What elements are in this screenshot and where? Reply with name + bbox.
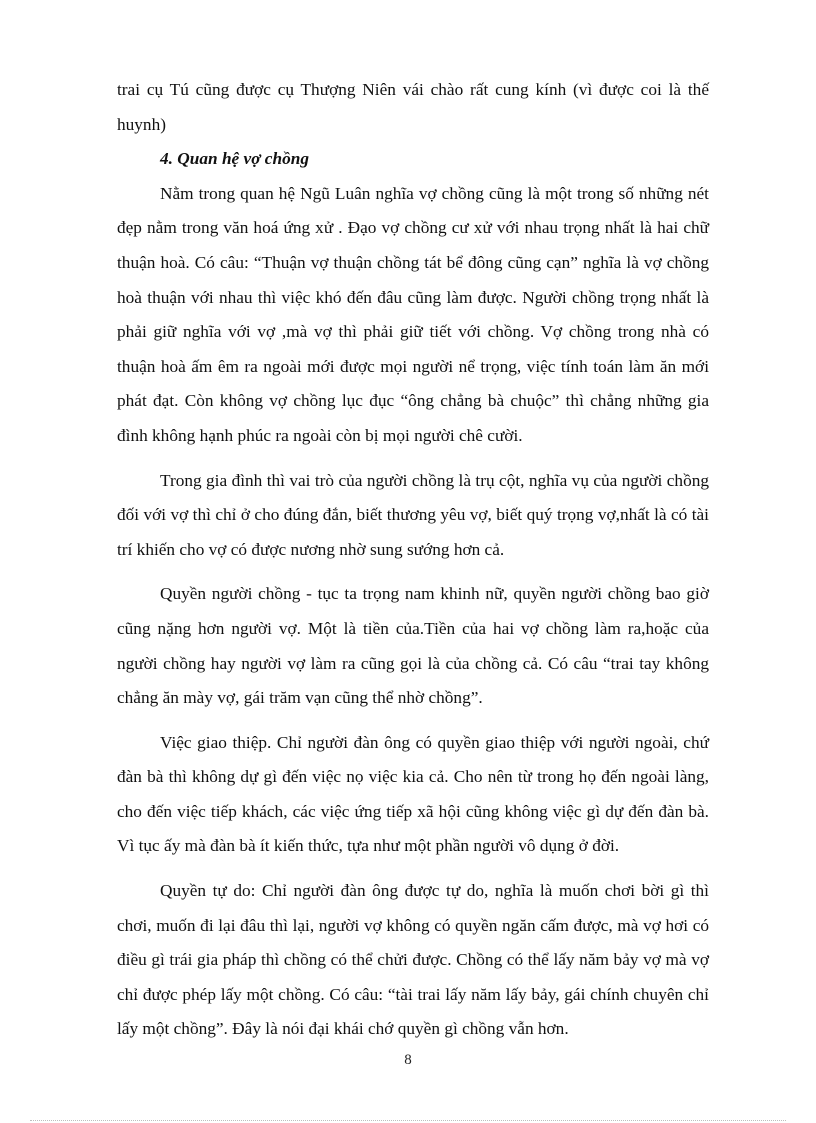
body-text — [117, 73, 709, 1047]
section-heading: 4. Quan hệ vợ chồng — [160, 149, 309, 169]
paragraph-5: Quyền tự do: Chỉ người đàn ông được tự do, nghĩa là muốn chơi bời gì thì chơi, muốn đi lại đâu thì lại, người vợ không có quyền ngăn cấm được, mà vợ hơi có điều gì trái gia pháp thì chồng có thể chửi được. Chồng có thể lấy năm bảy vợ mà vợ chỉ được phép lấy một chồng. Có câu: “tài trai lấy năm lấy bảy, gái chính chuyên chỉ lấy một chồng”. Đây là nói đại khái chớ quyền gì chồng vẫn hơn. — [117, 881, 709, 1039]
continuation-paragraph: trai cụ Tú cũng được cụ Thượng Niên vái chào rất cung kính (vì được coi là thế huynh) — [117, 80, 709, 134]
paragraph-3: Quyền người chồng - tục ta trọng nam khinh nữ, quyền người chồng bao giờ cũng nặng hơn người vợ. Một là tiền của.Tiền của hai vợ chồng làm ra,hoặc của người chồng hay người vợ làm ra cũng gọi là của chồng cả. Có câu “trai tay không chẳng ăn mày vợ, gái trăm vạn cũng thể nhờ chồng”. — [117, 584, 709, 708]
paragraph-4: Việc giao thiệp. Chỉ người đàn ông có quyền giao thiệp với người ngoài, chứ đàn bà thì không dự gì đến việc nọ việc kia cả. Cho nên từ trong họ đến ngoài làng, cho đến việc tiếp khách, các việc ứng tiếp xã hội cũng không việc gì dự đến đàn bà. Vì tục ấy mà đàn bà ít kiến thức, tựa như một phần người vô dụng ở đời. — [117, 732, 709, 856]
page-bottom-divider — [30, 1120, 786, 1121]
page-number: 8 — [404, 1052, 412, 1068]
paragraph-2: Trong gia đình thì vai trò của người chồng là trụ cột, nghĩa vụ của người chồng đối với vợ thì chỉ ở cho đúng đắn, biết thương yêu vợ, biết quý trọng vợ,nhất là có tài trí khiến cho vợ có được nương nhờ sung sướng hơn cả. — [117, 470, 709, 559]
paragraph-1: Nằm trong quan hệ Ngũ Luân nghĩa vợ chồng cũng là một trong số những nét đẹp nằm trong văn hoá ứng xử . Đạo vợ chồng cư xử với nhau trọng nhất là hai chữ thuận hoà. Có câu: “Thuận vợ thuận chồng tát bể đông cũng cạn” nghĩa là vợ chồng hoà thuận với nhau thì việc khó đến đâu cũng làm được. Người chồng trọng nhất là phải giữ nghĩa với vợ ,mà vợ thì phải giữ tiết với chồng. Vợ chồng trong nhà có thuận hoà ấm êm ra ngoài mới được mọi người nể trọng, việc tính toán làm ăn mới phát đạt. Còn không vợ chồng lục đục “ông chẳng bà chuộc” thì chẳng những gia đình không hạnh phúc ra ngoài còn bị mọi người chê cười. — [117, 183, 709, 445]
